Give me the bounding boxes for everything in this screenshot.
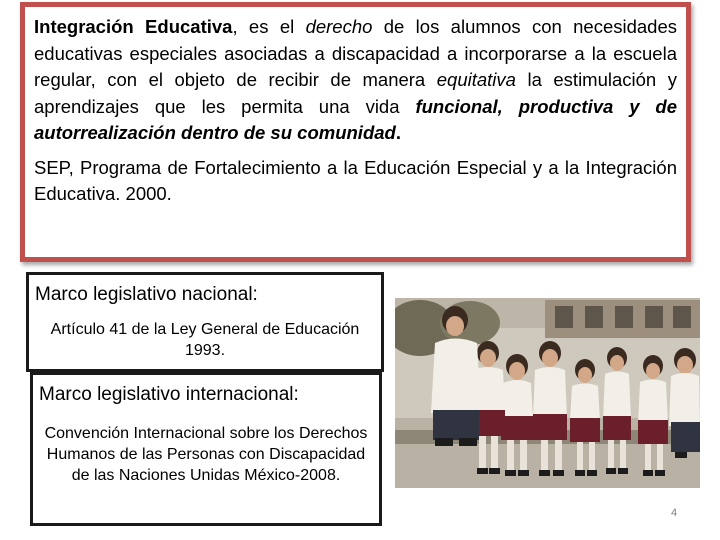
definition-text-part-1: , es el: [232, 16, 306, 37]
international-framework-body: Convención Internacional sobre los Derechos Humanos de las Personas con Discapacidad de las Naciones Unidas México-2008.: [44, 425, 368, 484]
definition-emphasis: funcional, productiva y de autorrealización dentro de su comunidad: [34, 95, 678, 143]
definition-period: .: [395, 122, 401, 143]
international-framework-box: [30, 372, 382, 526]
definition-term: Integración Educativa: [34, 16, 233, 37]
definition-paragraph: [34, 14, 677, 147]
definition-box: [20, 2, 691, 262]
page-number: 4: [670, 507, 678, 519]
definition-derecho: derecho: [305, 16, 373, 37]
definition-text-part-2: de los alumnos con necesidades educativas especiales asociadas a discapacidad a incorporarse a la escuela regular, con el objeto de recibir de manera: [34, 16, 677, 90]
international-framework-heading: Marco legislativo internacional:: [39, 384, 299, 405]
definition-equitativa: equitativa: [436, 69, 516, 90]
students-group-photo: [395, 298, 700, 488]
definition-source: SEP, Programa de Fortalecimiento a la Educación Especial y a la Integración Educativa. 2000.: [34, 156, 677, 204]
national-framework-body: Artículo 41 de la Ley General de Educación 1993.: [50, 321, 360, 359]
national-framework-box: [26, 272, 384, 372]
national-framework-heading: Marco legislativo nacional:: [35, 284, 258, 305]
definition-text-part-3: la estimulación y aprendizajes que les permita una vida: [34, 69, 677, 117]
